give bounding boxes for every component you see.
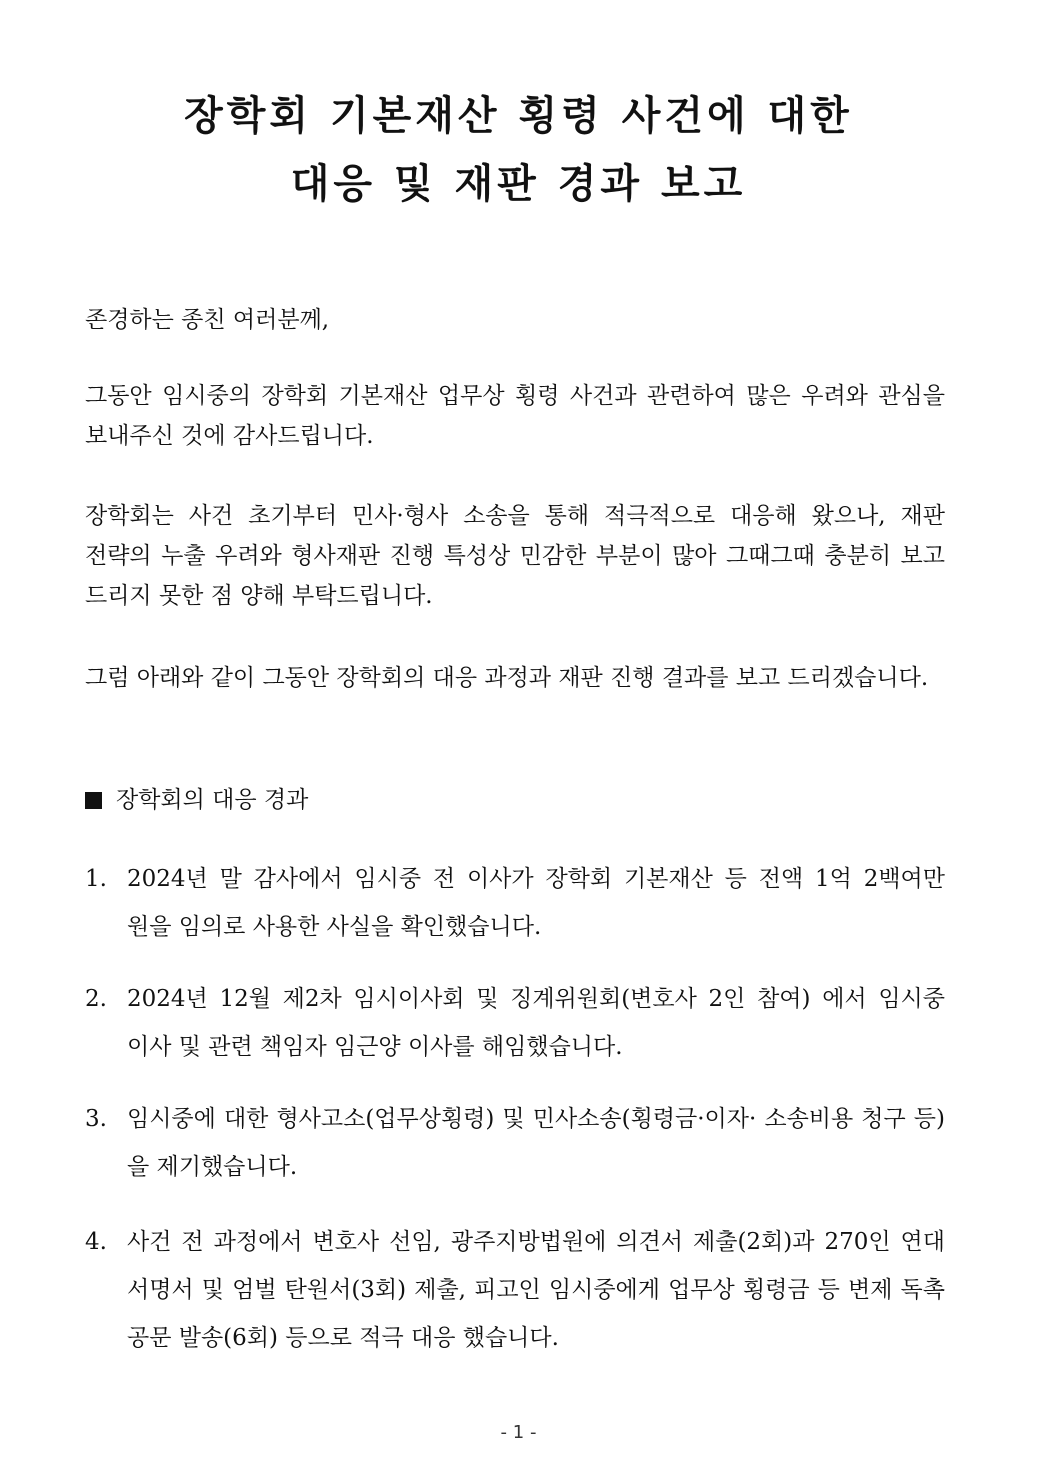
- paragraph-apology: 장학회는 사건 초기부터 민사·형사 소송을 통해 적극적으로 대응해 왔으나, 재판 전략의 누출 우려와 형사재판 진행 특성상 민감한 부분이 많아 그때그때 충분히 보고 드리지 못한 점 양해 부탁드립니다.: [85, 503, 945, 609]
- list-item-text: 임시중에 대한 형사고소(업무상횡령) 및 민사소송(횡령금·이자· 소송비용 청구 등)을 제기했습니다.: [127, 1106, 945, 1180]
- list-item: [85, 975, 945, 1071]
- list-item-text: 2024년 말 감사에서 임시중 전 이사가 장학회 기본재산 등 전액 1억 2백여만 원을 임의로 사용한 사실을 확인했습니다.: [127, 866, 945, 940]
- list-item-number: 4.: [85, 1229, 107, 1255]
- page-number: - 1 -: [500, 1422, 537, 1443]
- paragraph-gratitude: 그동안 임시중의 장학회 기본재산 업무상 횡령 사건과 관련하여 많은 우려와 관심을 보내주신 것에 감사드립니다.: [85, 383, 945, 449]
- list-item-text: 2024년 12월 제2차 임시이사회 및 징계위원회(변호사 2인 참여) 에서 임시중 이사 및 관련 책임자 임근양 이사를 해임했습니다.: [127, 986, 945, 1060]
- list-item-number: 2.: [85, 986, 107, 1012]
- document-title-line-1: 장학회 기본재산 횡령 사건에 대한: [184, 92, 853, 139]
- list-item-number: 3.: [85, 1106, 107, 1132]
- list-item-number: 1.: [85, 866, 107, 892]
- section-heading: [85, 780, 308, 820]
- black-square-icon: [85, 792, 102, 809]
- paragraph-introduction: 그럼 아래와 같이 그동안 장학회의 대응 과정과 재판 진행 결과를 보고 드리겠습니다.: [85, 665, 929, 691]
- list-item: [85, 1095, 945, 1191]
- list-item: [85, 1218, 945, 1362]
- salutation: 존경하는 종친 여러분께,: [85, 307, 330, 333]
- list-item-text: 사건 전 과정에서 변호사 선임, 광주지방법원에 의견서 제출(2회)과 270인 연대 서명서 및 엄벌 탄원서(3회) 제출, 피고인 임시중에게 업무상 횡령금 등 변제 독촉 공문 발송(6회) 등으로 적극 대응 했습니다.: [127, 1229, 945, 1351]
- list-item: [85, 855, 945, 951]
- document-title-line-2: 대응 및 재판 경과 보고: [290, 160, 747, 207]
- section-heading-label: 장학회의 대응 경과: [116, 787, 309, 813]
